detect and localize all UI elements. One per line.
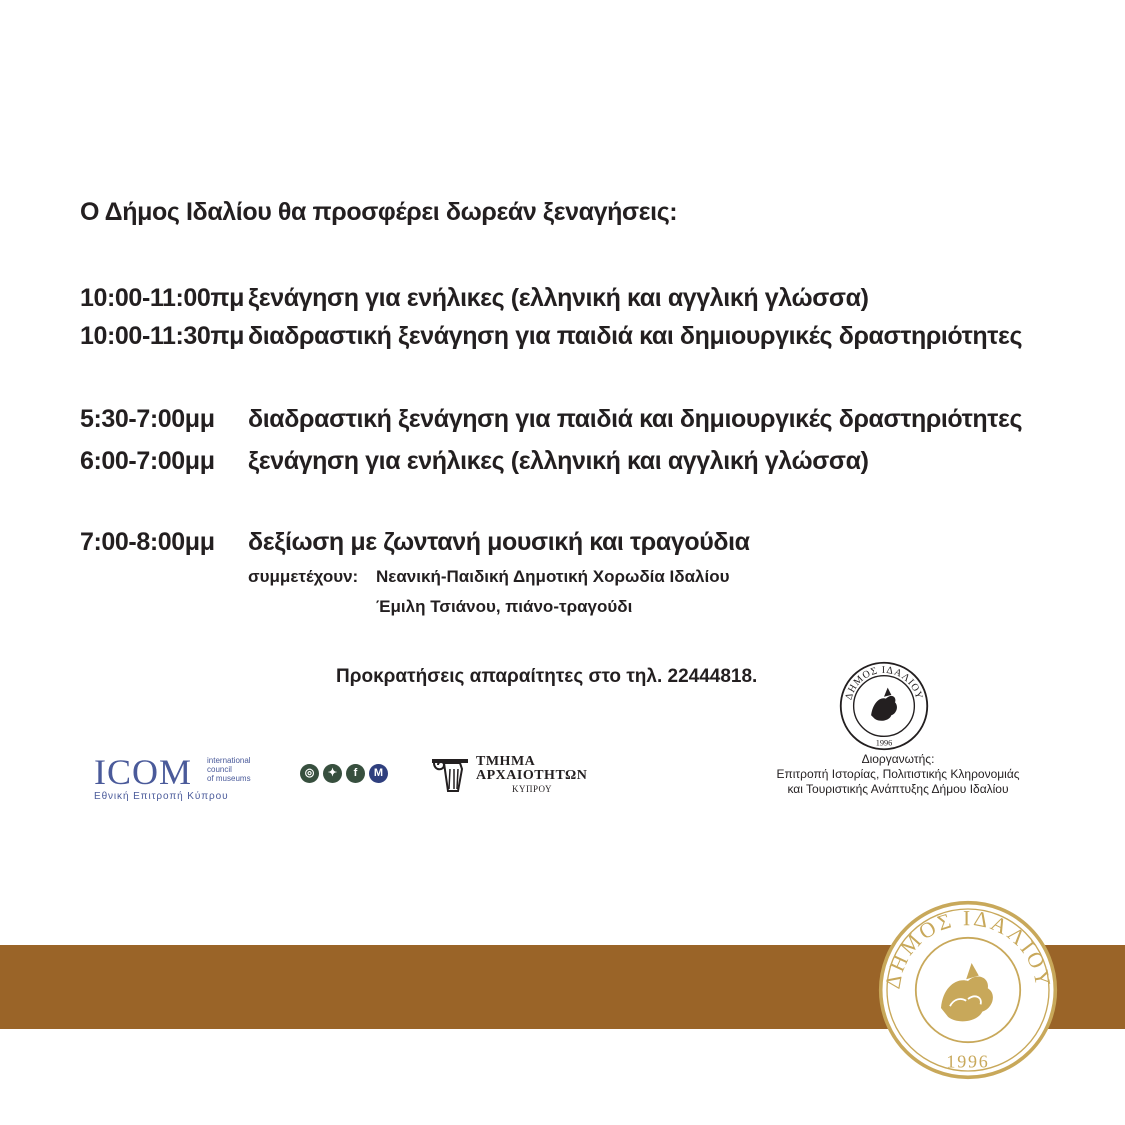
antiquities-line: ΑΡΧΑΙΟΤΗΤΩΝ — [476, 768, 588, 783]
schedule-row — [80, 284, 869, 313]
schedule-row — [80, 405, 1022, 434]
schedule-activity: ξενάγηση για ενήλικες (ελληνική και αγγλική γλώσσα) — [248, 284, 869, 312]
reservations-note: Προκρατήσεις απαραίτητες στο τηλ. 22444818. — [336, 666, 758, 687]
schedule-activity: διαδραστική ξενάγηση για παιδιά και δημιουργικές δραστηριότητες — [248, 322, 1023, 350]
icom-small-line: international — [207, 756, 251, 765]
schedule-row — [80, 528, 750, 557]
antiquities-logo — [430, 755, 610, 795]
seal-year: 1996 — [875, 738, 893, 748]
twitter-icon[interactable]: ✦ — [323, 764, 342, 783]
schedule-activity: διαδραστική ξενάγηση για παιδιά και δημιουργικές δραστηριότητες — [248, 405, 1023, 433]
social-icons — [300, 764, 388, 783]
schedule-time: 10:00-11:00πμ — [80, 284, 245, 312]
icom-small-line: council — [207, 765, 232, 774]
schedule-row — [80, 447, 869, 476]
facebook-icon[interactable]: f — [346, 764, 365, 783]
organizer-label: Διοργανωτής: — [861, 752, 935, 766]
instagram-icon[interactable]: ◎ — [300, 764, 319, 783]
icom-logo — [94, 752, 274, 802]
organizer-block — [736, 752, 1060, 797]
antiquities-line: ΤΜΗΜΑ — [476, 754, 536, 769]
municipality-seal-large-icon — [878, 900, 1058, 1080]
seal-large-year: 1996 — [946, 1051, 990, 1072]
organizer-line: και Τουριστικής Ανάπτυξης Δήμου Ιδαλίου — [787, 782, 1009, 796]
participant: Έμιλη Τσιάνου, πιάνο-τραγούδι — [376, 597, 633, 616]
icom-icon[interactable]: M — [369, 764, 388, 783]
icom-small-line: of museums — [207, 774, 251, 783]
icom-small-text — [207, 756, 251, 783]
organizer-line: Επιτροπή Ιστορίας, Πολιτιστικής Κληρονομιάς — [776, 767, 1020, 781]
schedule-time: 6:00-7:00μμ — [80, 447, 215, 475]
schedule-time: 10:00-11:30πμ — [80, 322, 245, 350]
seal-text: ΔΗΜΟΣ ΙΔΑΛΙΟΥ — [843, 664, 925, 702]
schedule-time: 5:30-7:00μμ — [80, 405, 215, 433]
icom-subtitle: Εθνική Επιτροπή Κύπρου — [94, 791, 229, 802]
participants-label: συμμετέχουν: — [248, 567, 359, 586]
intro-heading: Ο Δήμος Ιδαλίου θα προσφέρει δωρεάν ξεναγήσεις: — [80, 198, 678, 226]
schedule-time: 7:00-8:00μμ — [80, 528, 215, 556]
schedule-activity: ξενάγηση για ενήλικες (ελληνική και αγγλική γλώσσα) — [248, 447, 869, 475]
seal-large-text: ΔΗΜΟΣ ΙΔΑΛΙΟΥ — [880, 906, 1056, 991]
schedule-activity: δεξίωση με ζωντανή μουσική και τραγούδια — [248, 528, 750, 556]
antiquities-line: ΚΥΠΡΟΥ — [512, 784, 553, 794]
participants-line — [248, 567, 730, 587]
ionic-capital-icon — [430, 755, 470, 793]
schedule-row — [80, 322, 1022, 351]
municipality-seal-icon — [838, 660, 930, 752]
icom-name: ICOM — [94, 752, 193, 792]
participant: Νεανική-Παιδική Δημοτική Χορωδία Ιδαλίου — [376, 567, 730, 586]
